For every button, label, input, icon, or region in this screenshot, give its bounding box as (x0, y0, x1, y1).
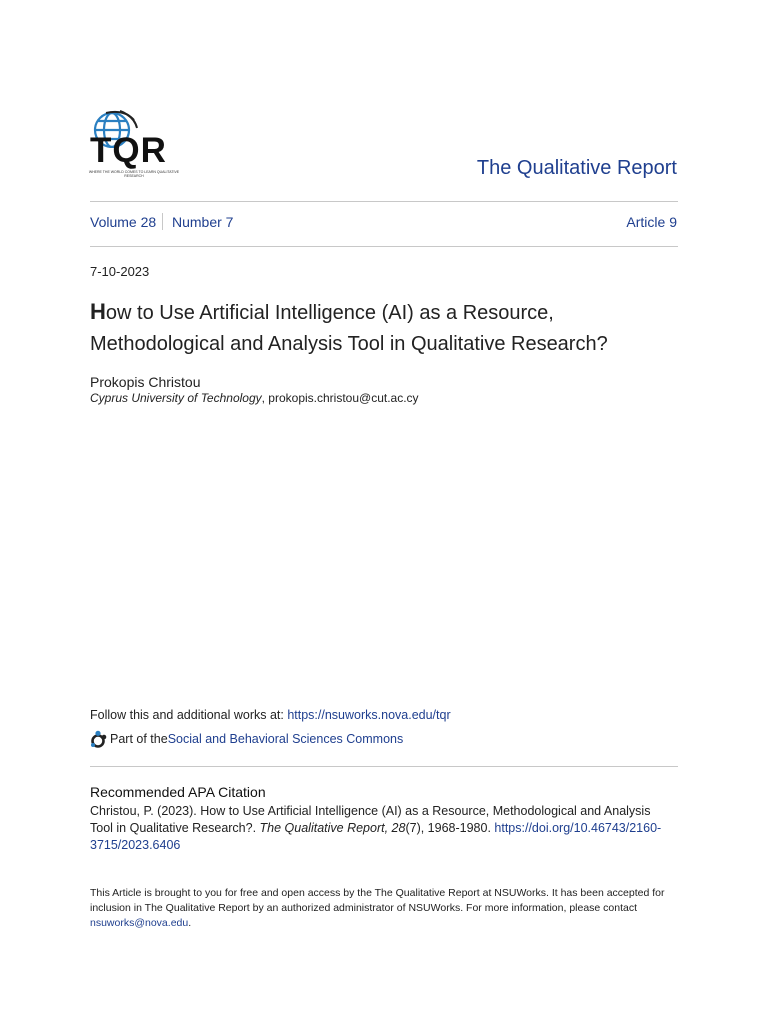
author-name: Prokopis Christou (90, 374, 201, 390)
citation-part-1: Christou, P. (2023). How to Use Artificial Intelligence (AI) as a Resource, Methodological and Analysis Tool in Qualitative Research?. (90, 804, 651, 835)
article-link[interactable]: Article 9 (626, 214, 677, 230)
divider-top (90, 201, 678, 202)
journal-name-link[interactable]: The Qualitative Report (476, 157, 677, 179)
follow-url-link[interactable]: https://nsuworks.nova.edu/tqr (287, 708, 451, 722)
number-link[interactable]: Number 7 (172, 214, 234, 230)
meta-separator (162, 213, 163, 230)
notice-end: . (188, 917, 192, 929)
tqr-logo (88, 106, 180, 180)
author-email: , prokopis.christou@cut.ac.cy (261, 391, 419, 405)
doi-link[interactable]: https://doi.org/10.46743/2160-3715/2023.6406 (90, 821, 662, 852)
divider-citation (90, 766, 678, 767)
follow-line (90, 708, 451, 722)
title-dropcap: H (90, 299, 106, 324)
citation-text (90, 803, 675, 854)
volume-link[interactable]: Volume 28 (90, 214, 157, 230)
logo-text: TQR (90, 131, 167, 170)
follow-text: Follow this and additional works at: (90, 708, 288, 722)
commons-link[interactable]: Social and Behavioral Sciences Commons (167, 732, 404, 746)
author-affiliation (90, 391, 419, 405)
citation-journal: The Qualitative Report, 28 (259, 821, 406, 835)
affiliation-name: Cyprus University of Technology (90, 391, 262, 405)
notice-text: This Article is brought to you for free and open access by the The Qualitative Report at NSUWorks. It has been accepted for inclusion in The Qualitative Report by an authorized administrator of NSUWorks. For more information, please contact (90, 887, 665, 914)
part-of-line (90, 730, 403, 748)
part-of-text: Part of the (110, 732, 168, 746)
contact-email-link[interactable]: nsuworks@nova.edu (90, 917, 189, 929)
divider-meta (90, 246, 678, 247)
title-text: ow to Use Artificial Intelligence (AI) as a Resource, Methodological and Analysis Tool in Qualitative Research? (90, 302, 608, 355)
access-notice (90, 886, 670, 931)
article-title (90, 296, 680, 360)
citation-part-2: (7), 1968-1980. (405, 821, 495, 835)
publication-date: 7-10-2023 (90, 264, 150, 279)
logo-tagline: WHERE THE WORLD COMES TO LEARN QUALITATIVE RESEARCH (88, 170, 180, 178)
commons-network-icon (90, 730, 107, 748)
citation-heading: Recommended APA Citation (90, 784, 266, 800)
